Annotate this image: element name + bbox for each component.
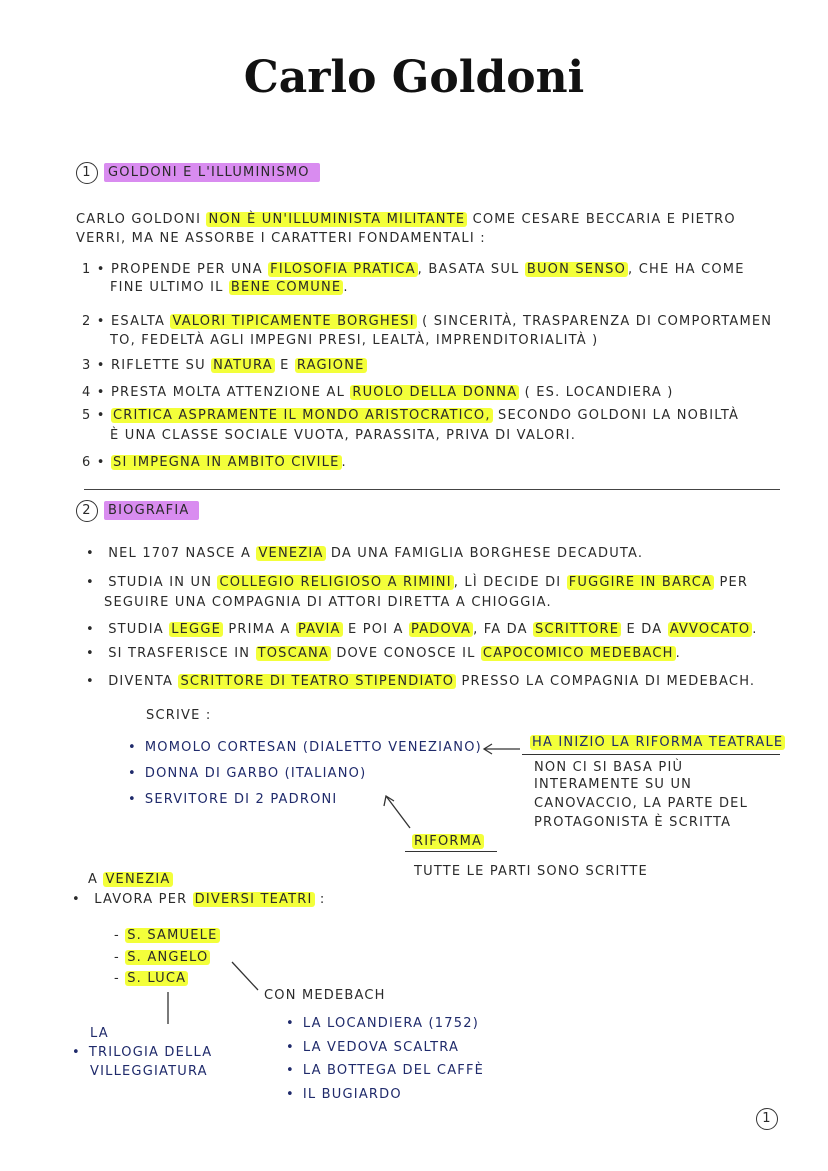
highlight: VALORI TIPICAMENTE BORGHESI xyxy=(172,314,415,329)
work-item: • MOMOLO CORTESAN (DIALETTO VENEZIANO) xyxy=(128,740,482,755)
text: DA UNA FAMIGLIA BORGHESE DECADUTA. xyxy=(325,546,644,561)
text: PRESSO LA COMPAGNIA DI MEDEBACH. xyxy=(456,674,756,689)
scrive-label: SCRIVE : xyxy=(146,708,212,723)
work-item: • SERVITORE DI 2 PADRONI xyxy=(128,792,337,807)
text: E DA xyxy=(621,622,668,637)
text: È UNA CLASSE SOCIALE VUOTA, PARASSITA, PRIVA DI VALORI. xyxy=(110,428,577,443)
text: FINE ULTIMO IL xyxy=(110,280,229,295)
highlight: FILOSOFIA PRATICA xyxy=(270,262,416,277)
highlight: RAGIONE xyxy=(296,358,365,373)
intro-line-2: VERRI, MA NE ASSORBE I CARATTERI FONDAMENTALI : xyxy=(76,231,486,246)
highlight: AVVOCATO xyxy=(669,622,751,637)
text: , LÌ DECIDE DI xyxy=(453,575,567,590)
text: COME CESARE BECCARIA E PIETRO xyxy=(467,212,736,227)
highlight: PADOVA xyxy=(410,622,472,637)
page-number xyxy=(756,1108,784,1130)
text: PRIMA A xyxy=(223,622,296,637)
text: PROPENDE PER UNA xyxy=(111,262,269,277)
text: STUDIA IN UN xyxy=(108,575,218,590)
text: TO, FEDELTÀ AGLI IMPEGNI PRESI, LEALTÀ, IMPRENDITORIALITÀ ) xyxy=(110,333,599,348)
lavora-item xyxy=(72,892,325,907)
work-item: • DONNA DI GARBO (ITALIANO) xyxy=(128,766,366,781)
teatro-item: - S. ANGELO xyxy=(114,950,209,965)
section-heading: GOLDONI E L'ILLUMINISMO xyxy=(104,163,320,182)
highlight: VENEZIA xyxy=(105,872,171,887)
text: E xyxy=(274,358,295,373)
highlight: FUGGIRE IN BARCA xyxy=(568,575,713,590)
section-number: 2 xyxy=(76,500,98,522)
play-item: • LA VEDOVA SCALTRA xyxy=(286,1040,459,1055)
riforma-note-line: NON CI SI BASA PIÙ xyxy=(534,760,684,775)
highlight: COLLEGIO RELIGIOSO A RIMINI xyxy=(219,575,452,590)
highlight: SCRITTORE DI TEATRO STIPENDIATO xyxy=(180,674,455,689)
highlight: VENEZIA xyxy=(258,546,324,561)
highlight: SCRITTORE xyxy=(535,622,620,637)
text: E POI A xyxy=(342,622,409,637)
item-marker: 6 • xyxy=(82,455,106,470)
text: . xyxy=(752,622,758,637)
text: , BASATA SUL xyxy=(417,262,525,277)
highlight: HA INIZIO LA RIFORMA TEATRALE xyxy=(532,735,784,750)
text: STUDIA xyxy=(108,622,170,637)
highlight: S. LUCA xyxy=(127,971,187,986)
text: . xyxy=(675,646,681,661)
page-title: Carlo Goldoni xyxy=(243,52,585,103)
trilogia-line: LA xyxy=(90,1026,109,1041)
trilogia-line: VILLEGGIATURA xyxy=(90,1064,208,1079)
connector-line xyxy=(232,962,258,990)
text: : xyxy=(314,892,326,907)
play-item: • LA BOTTEGA DEL CAFFÈ xyxy=(286,1063,484,1078)
highlight: SI IMPEGNA IN AMBITO CIVILE xyxy=(113,455,340,470)
text: ( SINCERITÀ, TRASPARENZA DI COMPORTAMEN xyxy=(416,314,773,329)
play-item: • LA LOCANDIERA (1752) xyxy=(286,1016,479,1031)
text: CARLO GOLDONI xyxy=(76,212,207,227)
text: ESALTA xyxy=(111,314,171,329)
highlight: NATURA xyxy=(213,358,273,373)
highlight: TOSCANA xyxy=(257,646,329,661)
text: A xyxy=(88,872,104,887)
riforma-note-line: CANOVACCIO, LA PARTE DEL xyxy=(534,796,749,811)
item-marker: 2 • xyxy=(82,314,106,329)
highlight: PAVIA xyxy=(297,622,341,637)
item-marker: 1 • xyxy=(82,262,106,277)
teatro-item: - S. SAMUELE xyxy=(114,928,218,943)
text: PRESTA MOLTA ATTENZIONE AL xyxy=(111,385,351,400)
section-heading: BIOGRAFIA xyxy=(104,501,199,520)
page-number-value: 1 xyxy=(756,1108,778,1130)
con-medebach: CON MEDEBACH xyxy=(264,988,386,1003)
highlight: NON È UN'ILLUMINISTA MILITANTE xyxy=(208,212,466,227)
teatro-item: - S. LUCA xyxy=(114,971,187,986)
text: PER xyxy=(714,575,749,590)
arrow-line xyxy=(386,796,410,828)
text: , CHE HA COME xyxy=(628,262,745,277)
play-item: • IL BUGIARDO xyxy=(286,1087,402,1102)
highlight: S. SAMUELE xyxy=(127,928,218,943)
text: . xyxy=(343,280,349,295)
highlight: S. ANGELO xyxy=(127,950,209,965)
text: NEL 1707 NASCE A xyxy=(108,546,257,561)
highlight: RIFORMA xyxy=(414,834,483,849)
highlight: BENE COMUNE xyxy=(230,280,342,295)
text: SECONDO GOLDONI LA NOBILTÀ xyxy=(492,408,740,423)
riforma-note-line: INTERAMENTE SU UN xyxy=(534,777,693,792)
highlight: CAPOCOMICO MEDEBACH xyxy=(482,646,674,661)
item-marker: 5 • xyxy=(82,408,106,423)
text: LAVORA PER xyxy=(94,892,193,907)
trilogia-line: • TRILOGIA DELLA xyxy=(72,1045,212,1060)
section-number: 1 xyxy=(76,162,98,184)
text: . xyxy=(341,455,347,470)
highlight: CRITICA ASPRAMENTE IL MONDO ARISTOCRATICO, xyxy=(113,408,491,423)
item-marker: 4 • xyxy=(82,385,106,400)
bio-item-cont: SEGUIRE UNA COMPAGNIA DI ATTORI DIRETTA A CHIOGGIA. xyxy=(104,595,552,610)
text: RIFLETTE SU xyxy=(111,358,212,373)
text: , FA DA xyxy=(473,622,534,637)
a-venezia xyxy=(88,872,173,887)
highlight: BUON SENSO xyxy=(526,262,627,277)
highlight: DIVERSI TEATRI xyxy=(194,892,313,907)
highlight: RUOLO DELLA DONNA xyxy=(352,385,518,400)
riforma-note-line: PROTAGONISTA È SCRITTA xyxy=(534,815,732,830)
item-marker: 3 • xyxy=(82,358,106,373)
text: DOVE CONOSCE IL xyxy=(330,646,481,661)
text: SI TRASFERISCE IN xyxy=(108,646,256,661)
text: DIVENTA xyxy=(108,674,179,689)
riforma-sub: TUTTE LE PARTI SONO SCRITTE xyxy=(414,864,648,879)
text: ( ES. LOCANDIERA ) xyxy=(519,385,674,400)
highlight: LEGGE xyxy=(171,622,222,637)
